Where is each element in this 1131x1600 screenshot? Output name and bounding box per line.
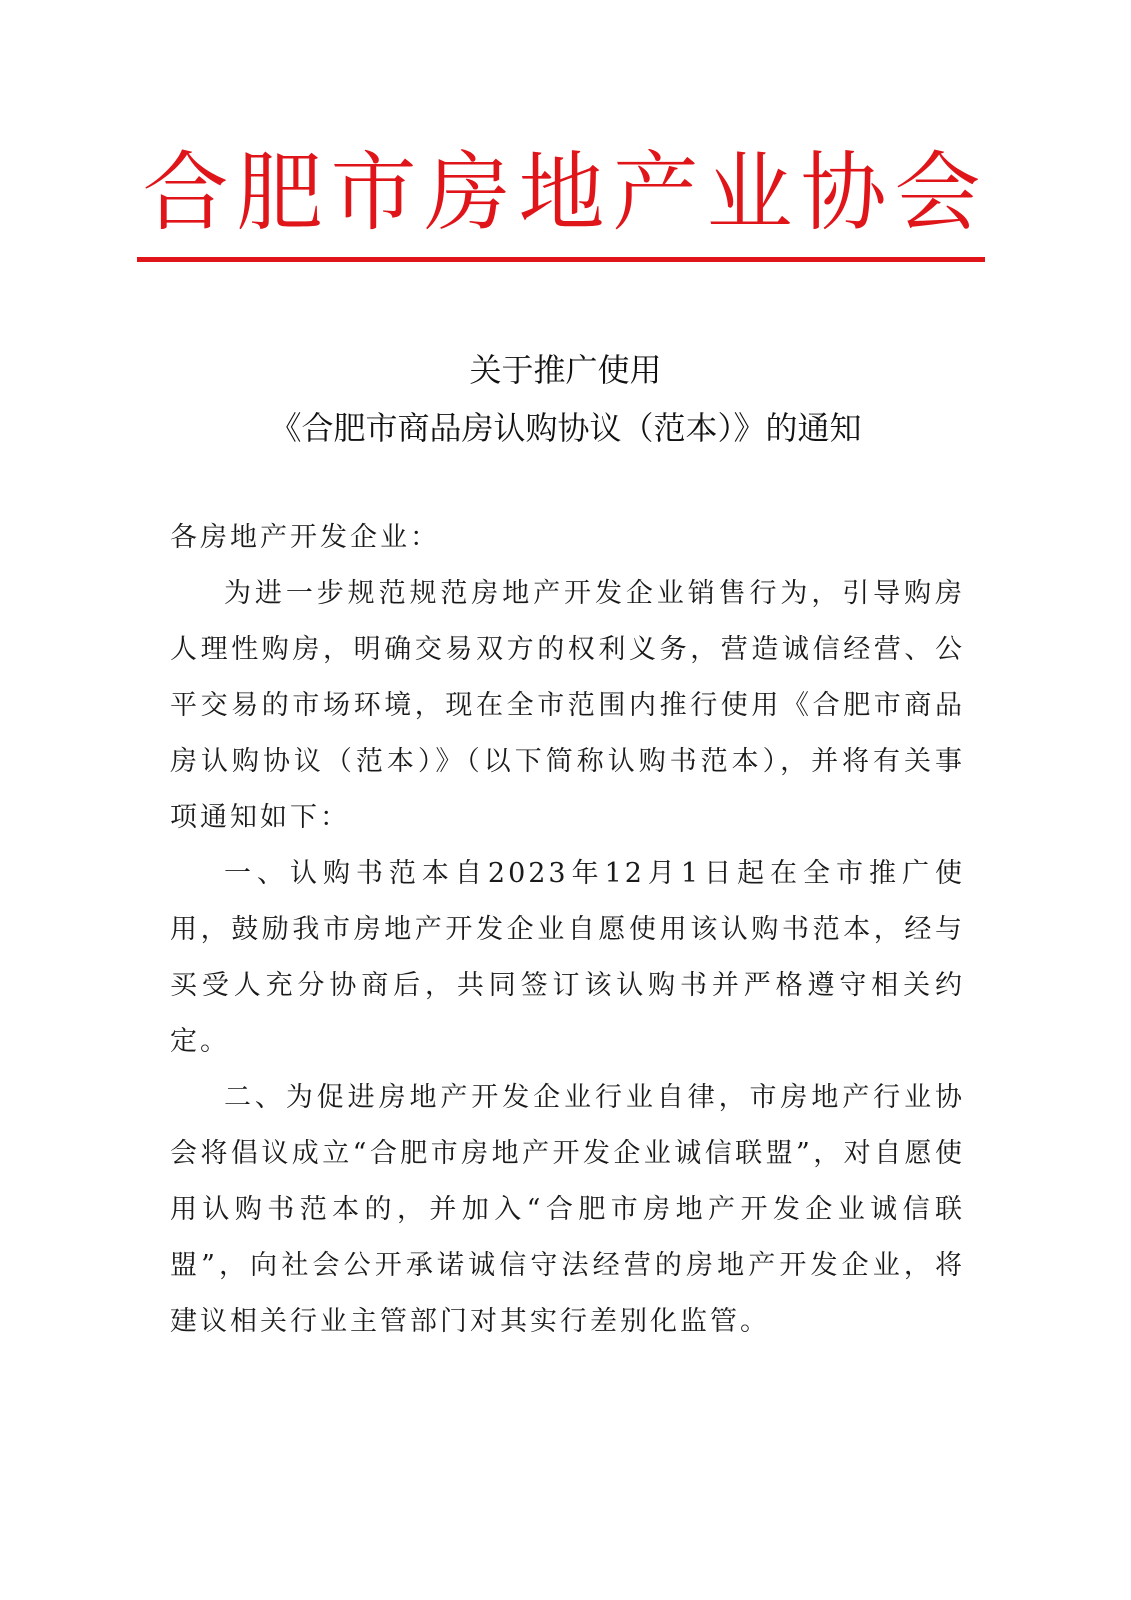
body-paragraph-item-1: 一、认购书范本自2023年12月1日起在全市推广使用，鼓励我市房地产开发企业自愿使用该认购书范本，经与买受人充分协商后，共同签订该认购书并严格遵守相关约定。 — [170, 858, 965, 1057]
salutation: 各房地产开发企业： — [170, 522, 440, 553]
masthead-divider — [137, 257, 985, 262]
notice-body — [170, 510, 965, 1350]
body-paragraph-item-2: 二、为促进房地产开发企业行业自律，市房地产行业协会将倡议成立“合肥市房地产开发企业诚信联盟”，对自愿使用认购书范本的，并加入“合肥市房地产开发企业诚信联盟”，向社会公开承诺诚信守法经营的房地产开发企业，将建议相关行业主管部门对其实行差别化监管。 — [170, 1082, 965, 1337]
body-paragraph-intro: 为进一步规范规范房地产开发企业销售行为，引导购房人理性购房，明确交易双方的权利义务，营造诚信经营、公平交易的市场环境，现在全市范围内推行使用《合肥市商品房认购协议（范本）》（以下简称认购书范本），并将有关事项通知如下： — [170, 578, 965, 833]
org-masthead: 合肥市房地产业协会 — [142, 143, 989, 243]
notice-title-line2: 《合肥市商品房认购协议（范本）》的通知 — [269, 409, 862, 447]
notice-title-line1: 关于推广使用 — [469, 351, 662, 389]
